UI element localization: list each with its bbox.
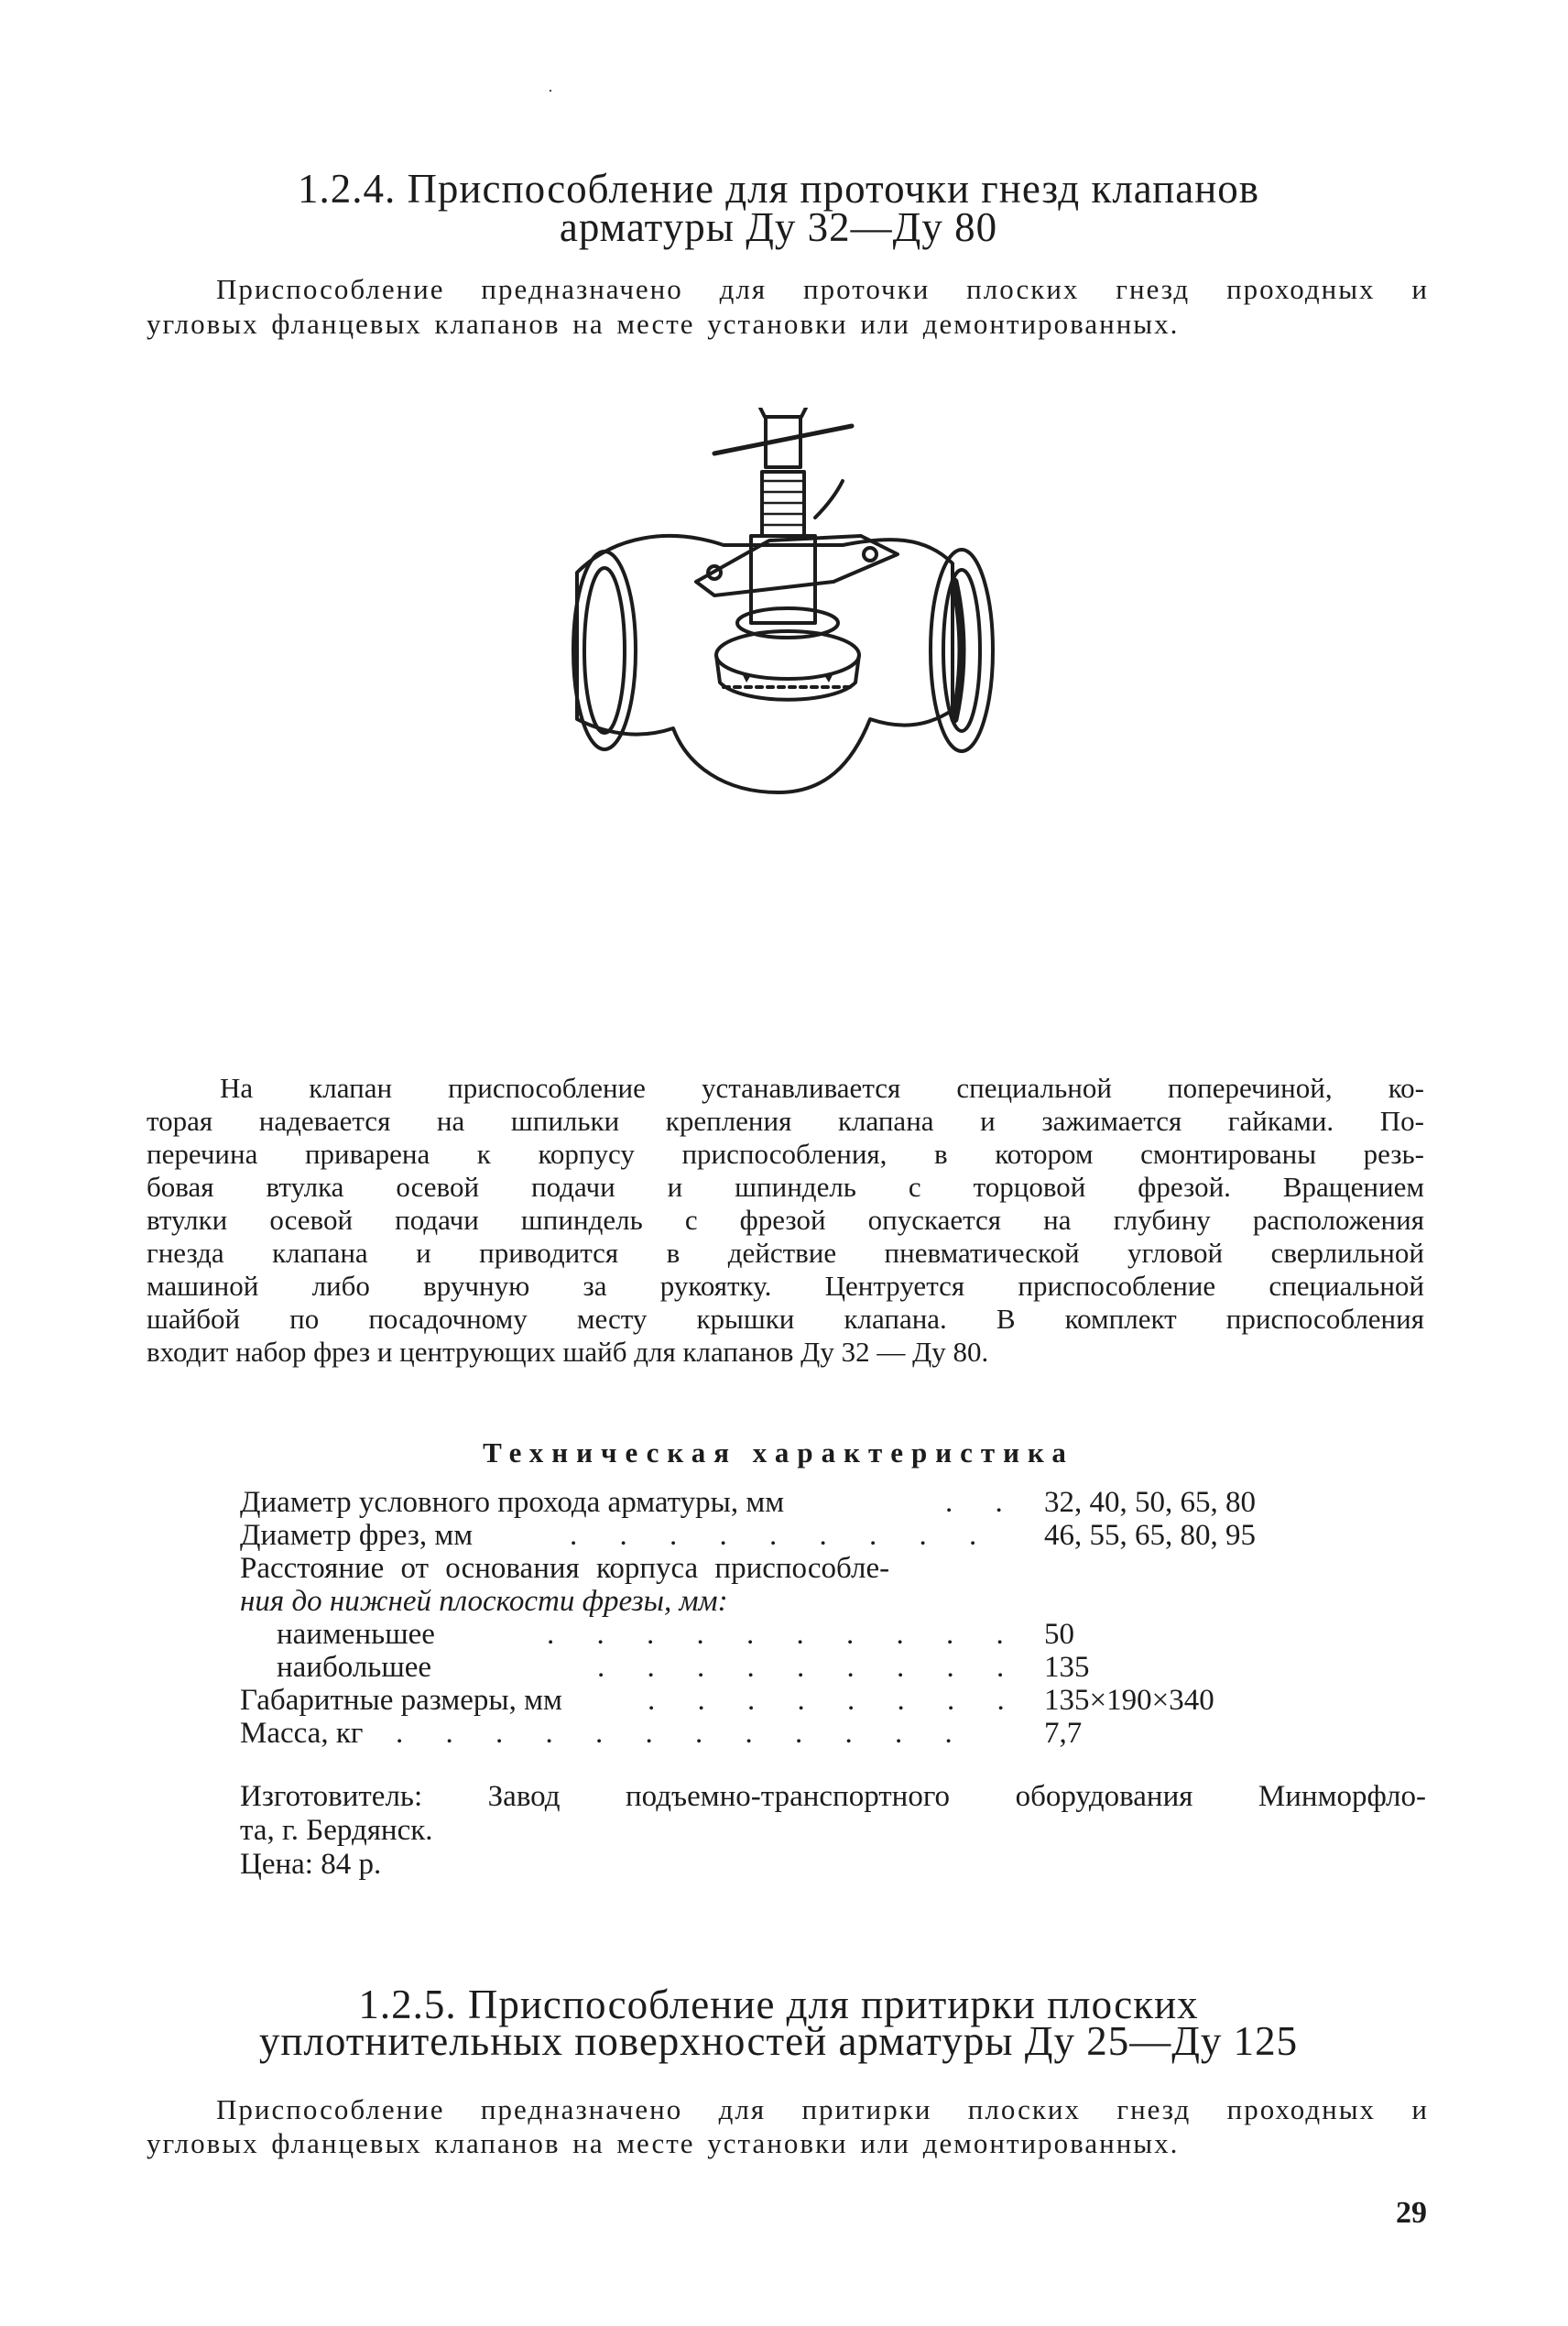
spec-row-cutter-diameter: Диаметр фрез, мм . . . . . . . . . 46, 55, 65, 80, 95 [240, 1519, 1256, 1552]
section-125-title-line2: уплотнительных поверхностей арматуры Ду 25—Ду 125 [258, 2018, 1299, 2064]
spec-row-min: наименьшее . . . . . . . . . . 50 [277, 1618, 1074, 1651]
valve-fixture-figure [559, 408, 1017, 994]
section-125-intro-line2: угловых фланцевых клапанов на месте установки или демонтированных. [147, 2127, 1180, 2159]
body-line: втулки осевой подачи шпиндель с фрезой опускается на глубину расположения [147, 1204, 1424, 1236]
body-line: На клапан приспособление устанавливается специальной поперечиной, ко- [220, 1072, 1424, 1104]
scan-speck [550, 90, 551, 92]
manufacturer-line1: Изготовитель: Завод подъемно-транспортного оборудования Минморфло- [240, 1780, 1426, 1813]
price: Цена: 84 р. [240, 1848, 382, 1881]
spec-row-distance-a: Расстояние от основания корпуса приспособле- [240, 1552, 890, 1585]
body-line: гнезда клапана и приводится в действие пневматической угловой сверлильной [147, 1237, 1424, 1269]
manufacturer-line2: та, г. Бердянск. [240, 1814, 433, 1847]
spec-row-dimensions: Габаритные размеры, мм . . . . . . . . 135×190×340 [240, 1684, 1214, 1717]
body-line: машиной либо вручную за рукоятку. Центруется приспособление специальной [147, 1270, 1424, 1302]
spec-row-mass: Масса, кг . . . . . . . . . . . . 7,7 [240, 1717, 1083, 1750]
section-125-intro-line1: Приспособление предназначено для притирки плоских гнезд проходных и [216, 2093, 1429, 2125]
section-125-title-line1: 1.2.5. Приспособление для притирки плоских [358, 1982, 1199, 2027]
section-124-intro-line2: угловых фланцевых клапанов на месте установки или демонтированных. [147, 308, 1180, 340]
page-number: 29 [1396, 2196, 1427, 2230]
body-line: перечина приварена к корпусу приспособления, в котором смонтированы резь- [147, 1138, 1424, 1170]
spec-row-max: наибольшее . . . . . . . . . 135 [277, 1651, 1090, 1684]
body-line: бовая втулка осевой подачи и шпиндель с торцовой фрезой. Вращением [147, 1171, 1424, 1203]
feed-handle [714, 426, 852, 453]
section-124-title-line2: арматуры Ду 32—Ду 80 [559, 204, 998, 250]
section-124-title-line1: 1.2.4. Приспособление для проточки гнезд клапанов [297, 166, 1260, 212]
valve-body [577, 536, 953, 792]
spec-row-nominal-bore: Диаметр условного прохода арматуры, мм . . 32, 40, 50, 65, 80 [240, 1486, 1256, 1519]
body-line: торая надевается на шпильки крепления клапана и зажимается гайками. По- [147, 1105, 1424, 1137]
spec-row-distance-b: ния до нижней плоскости фрезы, мм: [240, 1585, 728, 1618]
tech-characteristics-title: Техническая характеристика [483, 1436, 1074, 1469]
body-line: входит набор фрез и центрующих шайб для клапанов Ду 32 — Ду 80. [147, 1336, 989, 1368]
section-124-body [147, 1072, 1424, 1369]
section-124-intro-line1: Приспособление предназначено для проточки плоских гнезд проходных и [216, 273, 1429, 305]
body-line: шайбой по посадочному месту крышки клапана. В комплект приспособления [147, 1303, 1424, 1335]
spec-table [240, 1486, 1339, 1750]
